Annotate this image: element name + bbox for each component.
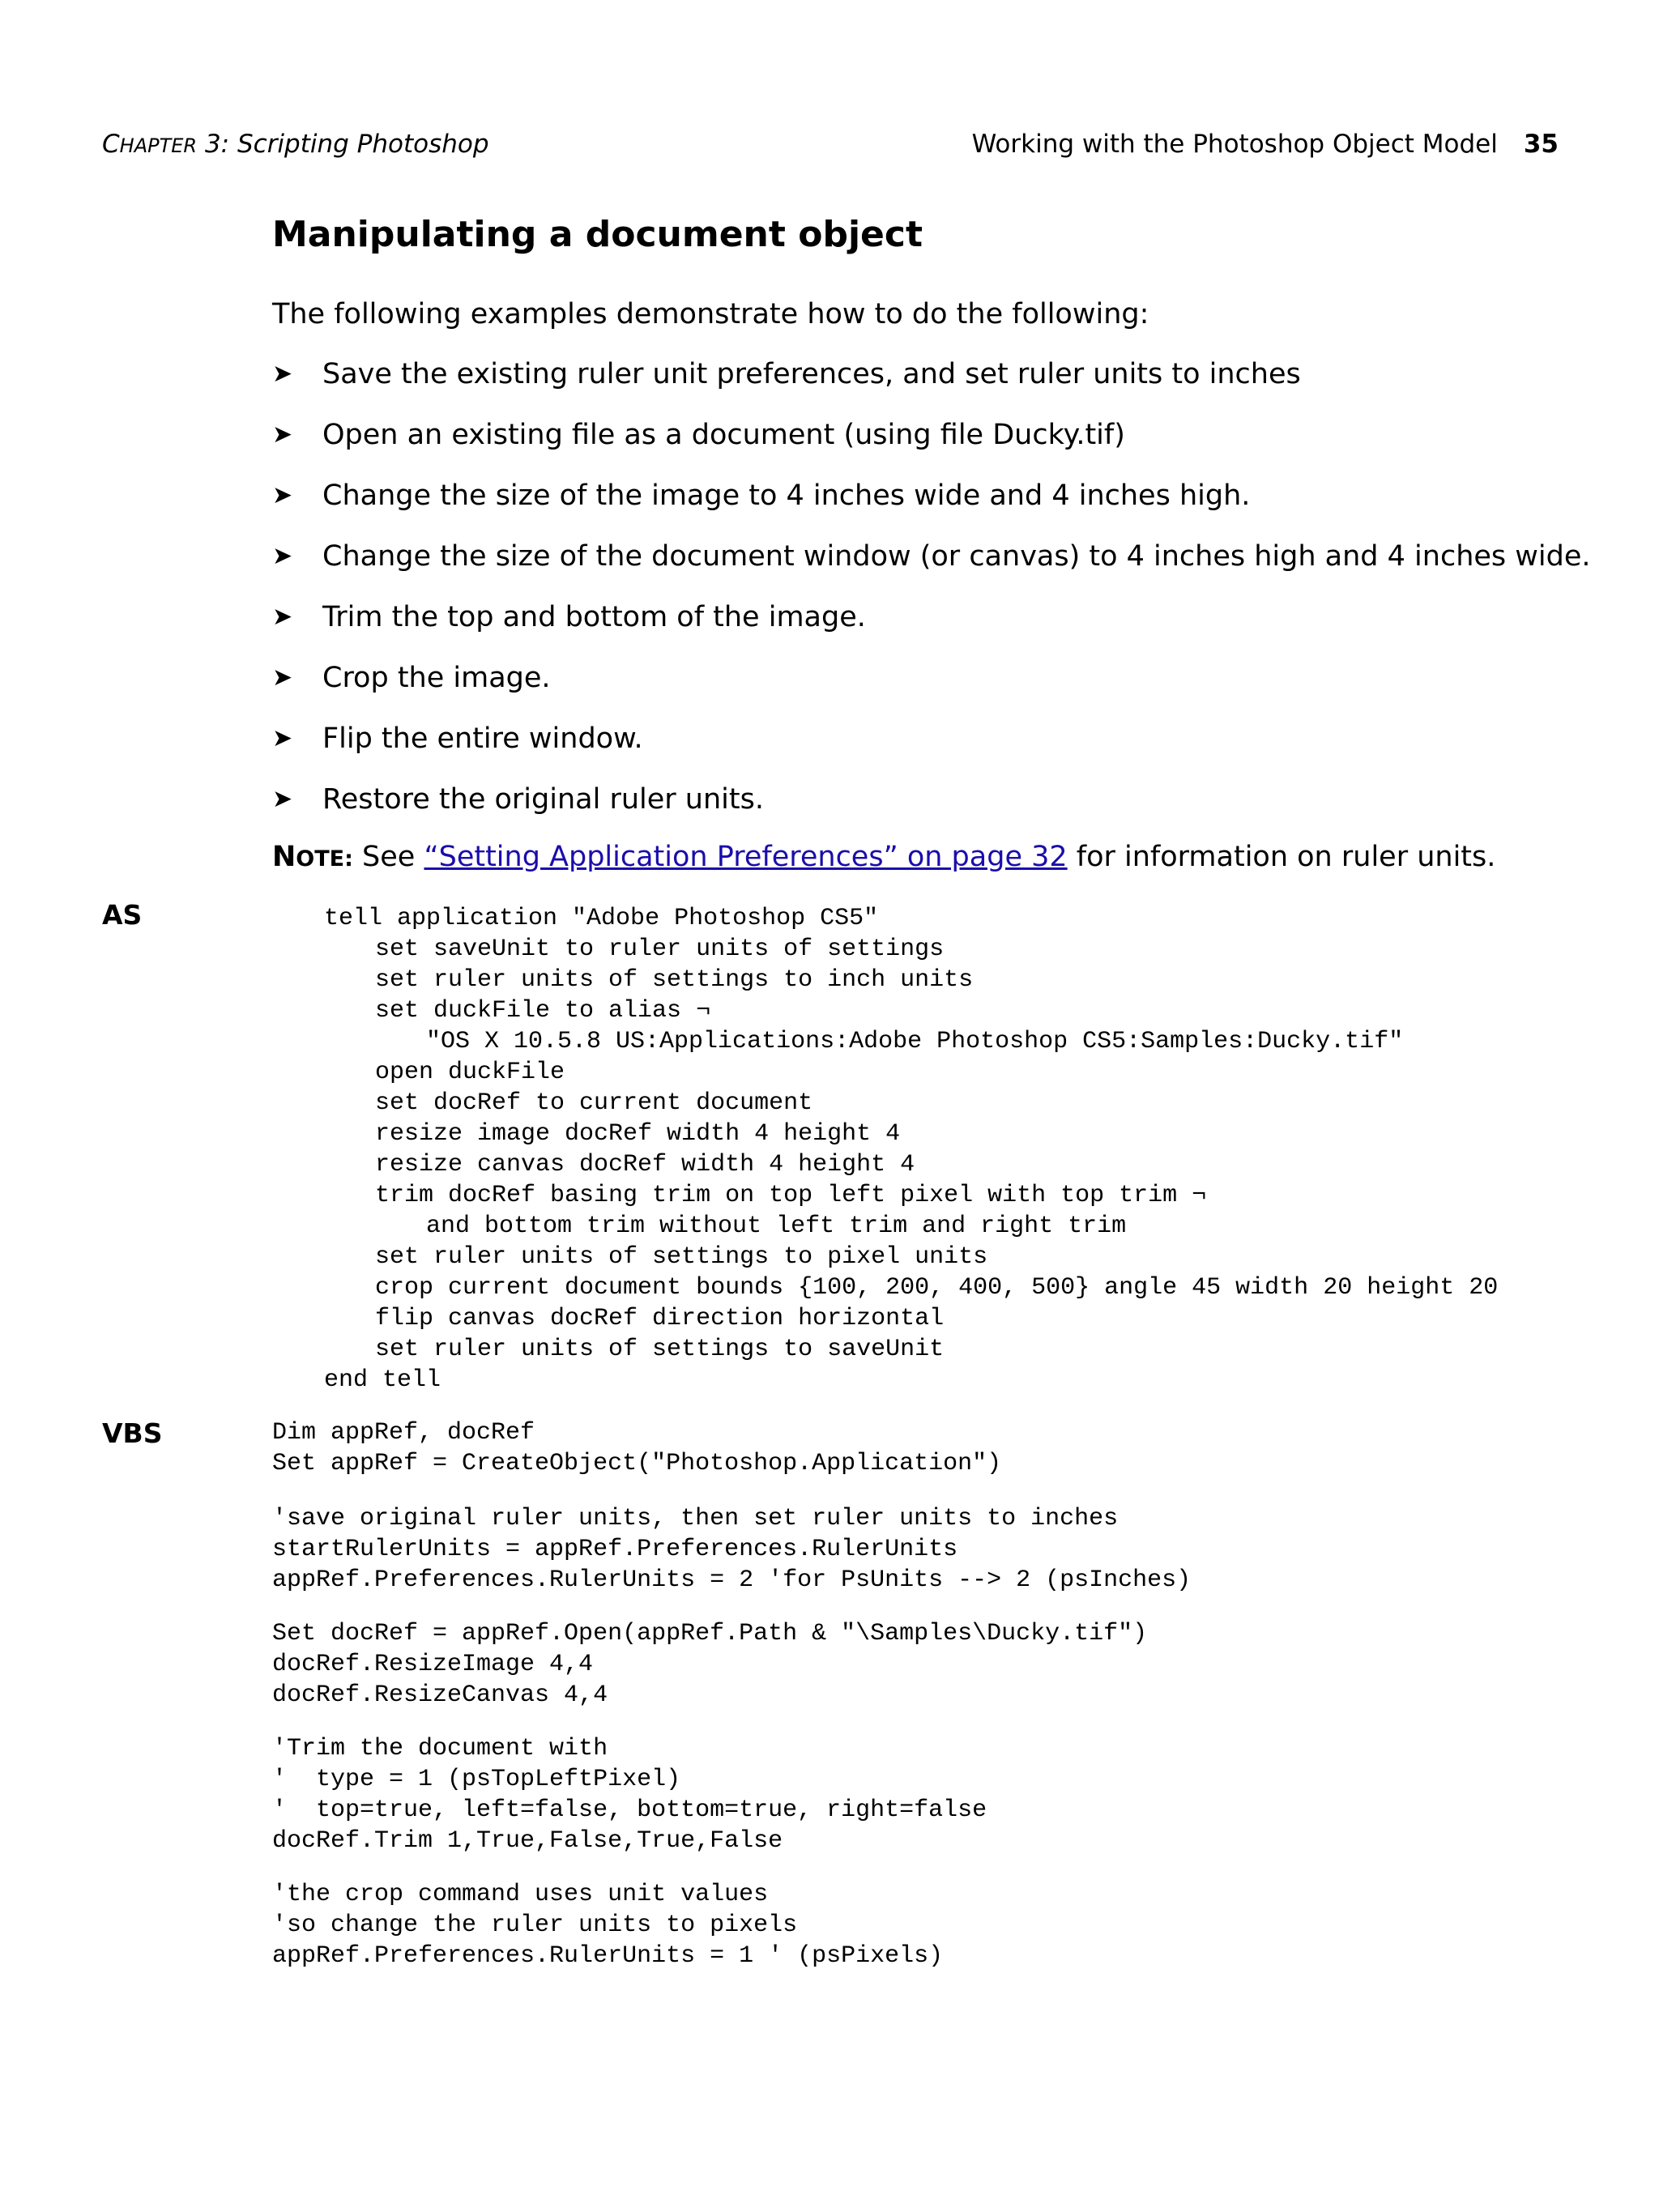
- arrow-bullet-icon: ➤: [272, 542, 293, 570]
- chapter-title: 3: Scripting Photoshop: [197, 130, 489, 159]
- chapter-smallcaps: HAPTER: [119, 134, 198, 157]
- code-line: Dim appRef, docRef: [272, 1419, 535, 1447]
- vbs-code-block: [272, 1618, 1147, 1711]
- arrow-bullet-icon: ➤: [272, 420, 293, 449]
- as-label: AS: [102, 899, 143, 931]
- list-item-text: Trim the top and bottom of the image.: [322, 601, 866, 633]
- code-line: trim docRef basing trim on top left pixel with top trim ¬: [375, 1182, 1207, 1209]
- code-line: docRef.ResizeCanvas 4,4: [272, 1681, 608, 1709]
- code-line: set duckFile to alias ¬: [375, 997, 711, 1025]
- applescript-code: [324, 903, 1498, 1396]
- note-label-first: N: [272, 841, 296, 873]
- page-number: 35: [1523, 130, 1559, 159]
- code-line: resize image docRef width 4 height 4: [375, 1120, 901, 1148]
- note-post-text: for information on ruler units.: [1067, 841, 1496, 873]
- note-label: [272, 841, 353, 873]
- list-item-text: Save the existing ruler unit preferences, and set ruler units to inches: [322, 358, 1301, 390]
- vbs-code-block: [272, 1503, 1191, 1596]
- code-line: crop current document bounds {100, 200, 400, 500} angle 45 width 20 height 20: [375, 1274, 1499, 1302]
- vbs-code-block: [272, 1733, 987, 1856]
- section-title: Working with the Photoshop Object Model: [971, 130, 1498, 159]
- arrow-bullet-icon: ➤: [272, 663, 293, 692]
- code-line: and bottom trim without left trim and right trim: [426, 1213, 1127, 1240]
- code-line: set ruler units of settings to saveUnit: [375, 1336, 945, 1363]
- code-line: Set docRef = appRef.Open(appRef.Path & "\Samples\Ducky.tif"): [272, 1620, 1148, 1647]
- code-line: tell application "Adobe Photoshop CS5": [324, 905, 879, 932]
- note-pre-text: See: [352, 841, 424, 873]
- note-label-smallcaps: OTE:: [296, 846, 353, 872]
- list-item-text: Change the size of the document window (or canvas) to 4 inches high and 4 inches wide.: [322, 540, 1591, 573]
- arrow-bullet-icon: ➤: [272, 603, 293, 631]
- code-line: startRulerUnits = appRef.Preferences.RulerUnits: [272, 1536, 958, 1563]
- chapter-prefix: C: [102, 130, 120, 159]
- code-line: resize canvas docRef width 4 height 4: [375, 1151, 915, 1178]
- list-item-text: Flip the entire window.: [322, 722, 643, 755]
- code-line: 'so change the ruler units to pixels: [272, 1912, 798, 1939]
- arrow-bullet-icon: ➤: [272, 481, 293, 509]
- vbs-label: VBS: [102, 1417, 163, 1449]
- code-line: docRef.Trim 1,True,False,True,False: [272, 1827, 783, 1855]
- intro-text: The following examples demonstrate how to do the following:: [272, 298, 1149, 330]
- code-line: 'Trim the document with: [272, 1735, 608, 1762]
- chapter-header: [102, 128, 489, 162]
- preferences-link[interactable]: “Setting Application Preferences” on page 32: [424, 841, 1068, 873]
- code-line: docRef.ResizeImage 4,4: [272, 1651, 594, 1678]
- code-line: ' type = 1 (psTopLeftPixel): [272, 1766, 681, 1793]
- note: [272, 839, 1495, 877]
- code-line: set saveUnit to ruler units of settings: [375, 936, 945, 963]
- page-title: Manipulating a document object: [272, 214, 923, 255]
- code-line: ' top=true, left=false, bottom=true, right=false: [272, 1796, 987, 1824]
- section-header: [972, 128, 1559, 160]
- arrow-bullet-icon: ➤: [272, 360, 293, 388]
- code-line: set ruler units of settings to inch units: [375, 966, 974, 994]
- code-line: end tell: [324, 1366, 441, 1394]
- code-line: appRef.Preferences.RulerUnits = 2 'for PsUnits --> 2 (psInches): [272, 1566, 1192, 1594]
- code-line: 'save original ruler units, then set ruler units to inches: [272, 1505, 1119, 1532]
- code-line: 'the crop command uses unit values: [272, 1881, 769, 1908]
- code-line: open duckFile: [375, 1059, 565, 1086]
- vbs-code-block: [272, 1417, 1001, 1479]
- arrow-bullet-icon: ➤: [272, 785, 293, 813]
- arrow-bullet-icon: ➤: [272, 724, 293, 752]
- list-item-text: Crop the image.: [322, 662, 551, 694]
- list-item-text: Change the size of the image to 4 inches wide and 4 inches high.: [322, 479, 1251, 512]
- code-line: Set appRef = CreateObject("Photoshop.Application"): [272, 1450, 1002, 1477]
- list-item-text: Restore the original ruler units.: [322, 783, 764, 816]
- code-line: set ruler units of settings to pixel units: [375, 1243, 988, 1271]
- code-line: set docRef to current document: [375, 1089, 813, 1117]
- code-line: flip canvas docRef direction horizontal: [375, 1305, 945, 1332]
- list-item-text: Open an existing file as a document (using file Ducky.tif): [322, 419, 1125, 451]
- code-line: "OS X 10.5.8 US:Applications:Adobe Photoshop CS5:Samples:Ducky.tif": [426, 1028, 1404, 1055]
- code-line: appRef.Preferences.RulerUnits = 1 ' (psPixels): [272, 1942, 944, 1970]
- vbs-code-block: [272, 1879, 943, 1971]
